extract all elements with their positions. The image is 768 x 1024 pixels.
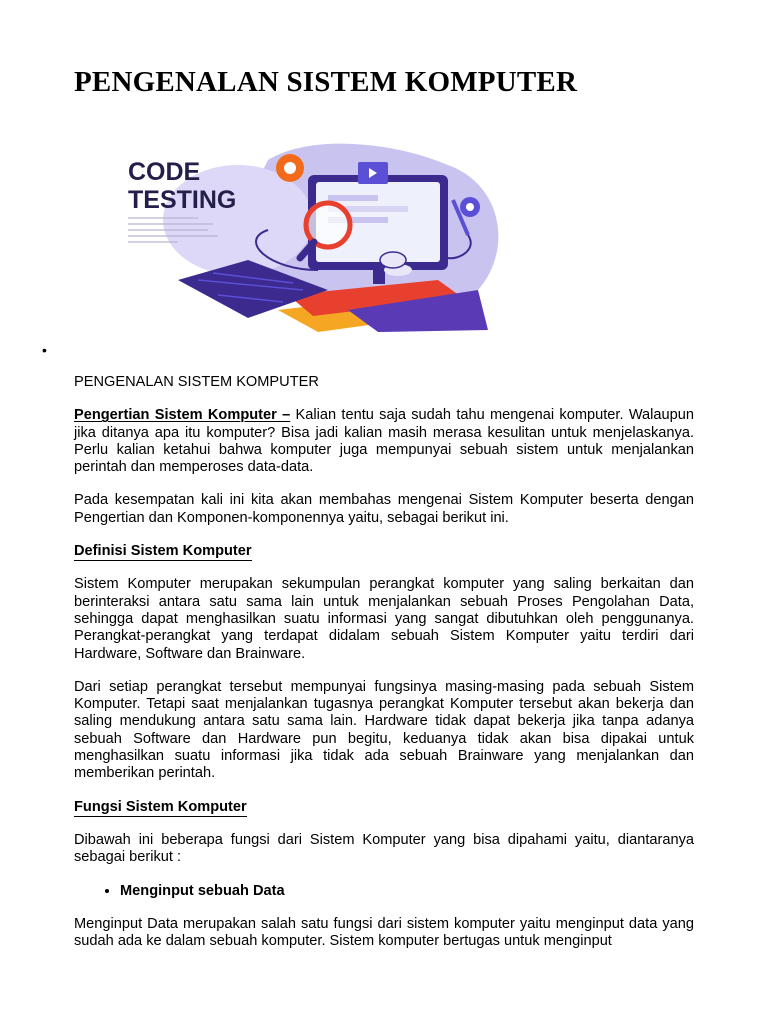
code-testing-illustration [118, 140, 502, 332]
section-heading-fungsi: Fungsi Sistem Komputer [74, 798, 247, 815]
section-heading-definisi: Definisi Sistem Komputer [74, 543, 252, 560]
list-item: • Menginput sebuah Data [120, 883, 694, 900]
overview-paragraph: Pada kesempatan kali ini kita akan membahas mengenai Sistem Komputer beserta dengan Pengertian dan Komponen-komponennya yaitu, sebagai berikut ini. [74, 492, 694, 526]
fungsi-list [74, 883, 694, 900]
gear-icon [460, 197, 480, 217]
fungsi-paragraph: Dibawah ini beberapa fungsi dari Sistem Komputer yang bisa dipahami yaitu, diantaranya sebagai berikut : [74, 831, 694, 866]
document-title: PENGENALAN SISTEM KOMPUTER [74, 66, 578, 98]
intro-paragraph [74, 407, 694, 476]
illustration-heading-testing: TESTING [128, 186, 237, 214]
intro-text: Kalian tentu saja sudah tahu mengenai komputer. Walaupun jika ditanya apa itu komputer? Bisa jadi kalian masih merasa kesulitan untuk menjelaskanya. Perlu kalian ketahui bahwa komputer juga mempunyai sebuah sistem untuk menjalankan perintah dan memperoses data-data. [74, 407, 694, 476]
intro-lead-heading: Pengertian Sistem Komputer – [74, 407, 291, 424]
article-body [74, 374, 694, 966]
illustration-heading-code: CODE [128, 158, 201, 186]
empty-list-bullet: • [42, 342, 47, 358]
perangkat-paragraph: Dari setiap perangkat tersebut mempunyai fungsinya masing-masing pada sebuah Sistem Komputer. Tetapi saat menjalankan tugasnya perangkat Komputer tersebut akan bekerja dan saling mendukung antara satu sama lain. Hardware tidak dapat bekerja jika tanpa adanya sebuah Software dan Hardware pun begitu, keduanya tidak akan bisa dipakai untuk menghasilkan suatu informasi jika tidak ada sebuah Brainware yang menjalankan dan memberikan perintah. [74, 678, 694, 782]
gear-icon [276, 154, 304, 182]
definisi-paragraph: Sistem Komputer merupakan sekumpulan perangkat komputer yang saling berkaitan dan berinteraksi antara satu sama lain untuk menjalankan sebuah Proses Pengolahan Data, sehingga dapat menghasilkan suatu informasi yang sangat dibutuhkan oleh penggunanya. Perangkat-perangkat yang terdapat didalam sebuah Sistem Komputer yaitu terdiri dari Hardware, Software dan Brainware. [74, 576, 694, 662]
input-paragraph: Menginput Data merupakan salah satu fungsi dari sistem komputer yaitu menginput data yang sudah ada ke dalam sebuah komputer. Sistem komputer bertugas untuk menginput [74, 915, 694, 950]
article-subtitle: PENGENALAN SISTEM KOMPUTER [74, 374, 319, 390]
